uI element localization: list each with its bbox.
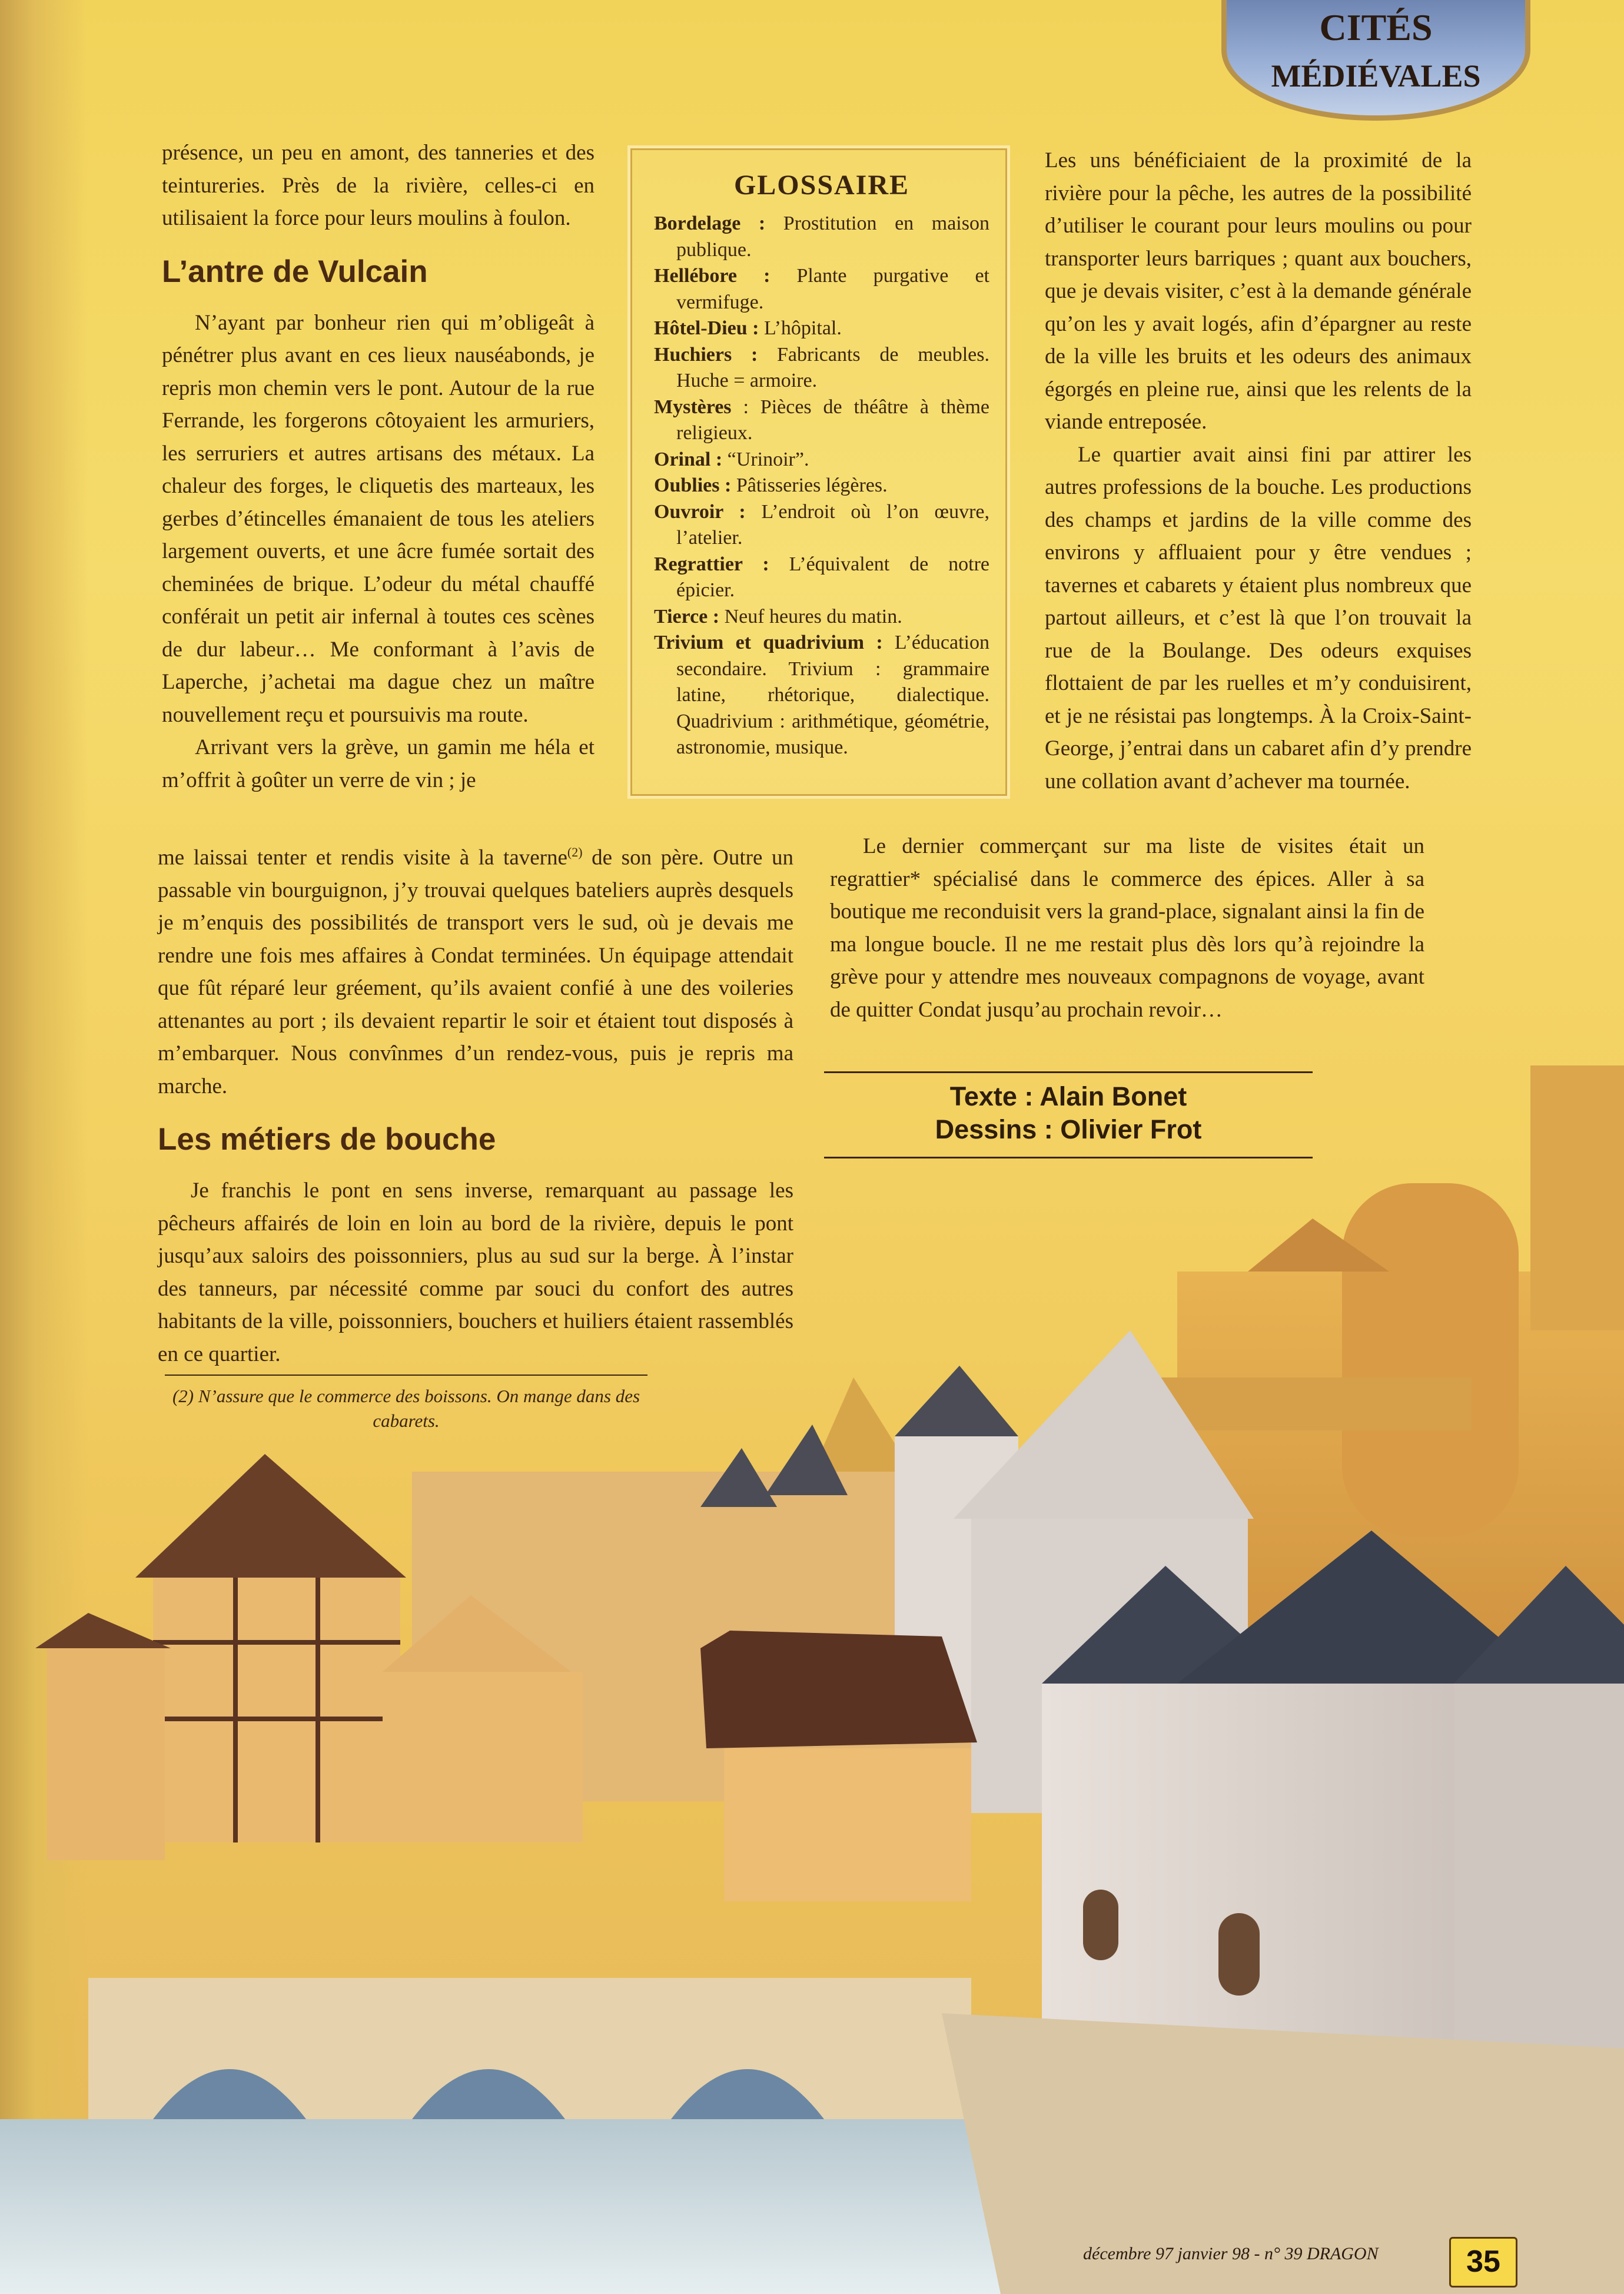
- body-paragraph: Le dernier commerçant sur ma liste de visites était un regrattier* spécialisé dans le commerce des épices. Aller à sa boutique me reconduisit vers la grand-place, signalant ainsi la fin de ma longue boucle. Il ne me restait plus dès lors qu’à rejoindre la grève pour y attendre mes nouveaux compagnons de voyage, avant de quitter Condat jusqu’au prochain revoir…: [830, 834, 1424, 1022]
- footnote-ref[interactable]: (2): [567, 845, 583, 859]
- section-heading-vulcain: L’antre de Vulcain: [162, 254, 428, 289]
- river: [0, 2119, 1001, 2294]
- stone-houses: [1042, 1531, 1624, 2084]
- right-column: [1045, 144, 1472, 798]
- bridge: [88, 1978, 971, 2119]
- medieval-town-illustration: [0, 1048, 1624, 2294]
- glossary-term: Hôtel-Dieu :: [654, 317, 759, 339]
- illustrator-credit: Dessins : Olivier Frot: [935, 1114, 1202, 1144]
- glossary-entry: [654, 316, 989, 342]
- glossary-list: [654, 211, 989, 761]
- footnote: (2) N’assure que le commerce des boissons. On mange dans des cabarets.: [165, 1375, 647, 1433]
- glossary-entry: [654, 552, 989, 604]
- glossary-term: Ouvroir :: [654, 500, 746, 523]
- body-paragraph: Je franchis le pont en sens inverse, remarquant au passage les pêcheurs affairés de loin en loin au bord de la rivière, depuis le pont jusqu’aux saloirs des poissonniers, plus au sud sur la berge. À l’instar des tanneurs, par nécessité comme par souci du confort des autres habitants de la ville, poissonniers, bouchers et huiliers étaient rassemblés en ce quartier.: [158, 1178, 793, 1366]
- issue-footer: décembre 97 janvier 98 - n° 39 DRAGON: [1083, 2244, 1379, 2263]
- middle-right-column: [830, 830, 1424, 1026]
- glossary-term: Orinal :: [654, 448, 723, 470]
- glossary-term: Trivium et quadrivium :: [654, 632, 883, 653]
- section-badge: [1221, 0, 1530, 124]
- glossary-term: Regrattier :: [654, 553, 769, 575]
- glossary-box: [627, 145, 1010, 799]
- badge-title-line2: MÉDIÉVALES: [1271, 58, 1481, 94]
- glossary-term: Hellébore :: [654, 265, 771, 287]
- glossary-term: Huchiers :: [654, 343, 758, 366]
- glossary-definition: Pâtisseries légères.: [731, 474, 888, 496]
- glossary-term: Bordelage :: [654, 213, 766, 234]
- glossary-definition: L’éducation secondaire. Trivium : grammaire latine, rhétorique, dialectique. Quadrivium : arithmétique, géométrie, astronomie, musique.: [676, 632, 989, 758]
- glossary-definition: Fabricants de meubles. Huche = armoire.: [676, 343, 989, 391]
- glossary-definition: L’équivalent de notre épicier.: [676, 553, 989, 601]
- glossary-entry: [654, 630, 989, 761]
- left-column: [162, 137, 595, 796]
- glossary-entry: [654, 499, 989, 552]
- badge-title-line1: CITÉS: [1319, 6, 1433, 48]
- glossary-entry: [654, 342, 989, 394]
- glossary-term: Oublies :: [654, 474, 732, 496]
- body-paragraph: Le quartier avait ainsi fini par attirer les autres professions de la bouche. Les productions des champs et jardins de la ville comme des environs y affluaient pour y être vendues ; tavernes et cabarets y étaient plus nombreux que partout ailleurs, et c’est là que l’on trouvait la rue de la Boulange. Des odeurs exquises flottaient de par les ruelles et m’y conduisirent, et je ne résistai pas longtemps. À la Croix-Saint-George, j’entrai dans un cabaret afin d’y prendre une collation avant d’achever ma tournée.: [1045, 442, 1472, 794]
- glossary-definition: L’endroit où l’on œuvre, l’atelier.: [676, 500, 990, 549]
- glossary-entry: [654, 473, 989, 499]
- page-number: 35: [1449, 2237, 1517, 2288]
- body-paragraph: Les uns bénéficiaient de la proximité de la rivière pour la pêche, les autres de la possibilité d’utiliser le courant pour leurs moulins ou pour transporter leurs barriques ; quant aux bouchers, que je devais visiter, c’est à la demande générale qu’on les y avait logés, afin d’épargner au reste de la ville les bruits et les odeurs des animaux égorgés en pleine rue, ainsi que les relents de la viande entreposée.: [1045, 148, 1472, 434]
- glossary-definition: “Urinoir”.: [722, 448, 809, 470]
- glossary-title: GLOSSAIRE: [733, 170, 910, 201]
- glossary-definition: Neuf heures du matin.: [719, 605, 902, 628]
- intro-paragraph: présence, un peu en amont, des tanneries et des teintureries. Près de la rivière, celles-ci en utilisaient la force pour leurs moulins à foulon.: [162, 141, 595, 230]
- glossary-entry: [654, 447, 989, 473]
- body-paragraph-continued: me laissai tenter et rendis visite à la taverne$^{(2)}$ de son père. Outre un passable vin bourguignon, j’y trouvai quelques bateliers auprès desquels je m’enquis des possibilités de transport vers le sud, où je devais me rendre une fois mes affaires à Condat terminées. Un équipage attendait que fût réparé leur gréement, qu’ils avaient confié à une des voileries attenantes au port ; ils devaient repartir le soir et étaient tout disposés à m’embarquer. Nous convînmes d’un rendez-vous, puis je repris ma marche.: [158, 845, 794, 1098]
- glossary-definition: : Pièces de théâtre à thème religieux.: [676, 396, 989, 444]
- glossary-term: Mystères: [654, 396, 732, 418]
- section-heading-bouche: Les métiers de bouche: [158, 1122, 496, 1157]
- glossary-definition: Prostitution en maison publique.: [676, 213, 989, 261]
- glossary-entry: [654, 263, 989, 316]
- glossary-entry: [654, 211, 989, 263]
- glossary-term: Tierce :: [654, 605, 720, 628]
- glossary-definition: L’hôpital.: [759, 317, 842, 339]
- body-paragraph: N’ayant par bonheur rien qui m’obligeât à pénétrer plus avant en ces lieux nauséabonds, je repris mon chemin vers le pont. Autour de la rue Ferrande, les forgerons côtoyaient les armuriers, les serruriers et autres artisans des métaux. La chaleur des forges, le cliquetis des marteaux, les gerbes d’étincelles émanaient de tous les ateliers largement ouverts, et une âcre fumée sortait des cheminées de brique. L’odeur du métal chauffé conférait un petit air infernal à toutes ces scènes de dur labeur… Me conformant à l’avis de Laperche, j’achetai ma dague chez un maître nouvellement reçu et poursuivis ma route.: [162, 310, 595, 727]
- author-credit: Texte : Alain Bonet: [949, 1081, 1187, 1111]
- glossary-entry: [654, 394, 989, 447]
- glossary-definition: Plante purgative et vermifuge.: [676, 265, 989, 313]
- glossary-entry: [654, 604, 989, 630]
- body-paragraph: Arrivant vers la grève, un gamin me héla et m’offrit à goûter un verre de vin ; je: [162, 735, 595, 792]
